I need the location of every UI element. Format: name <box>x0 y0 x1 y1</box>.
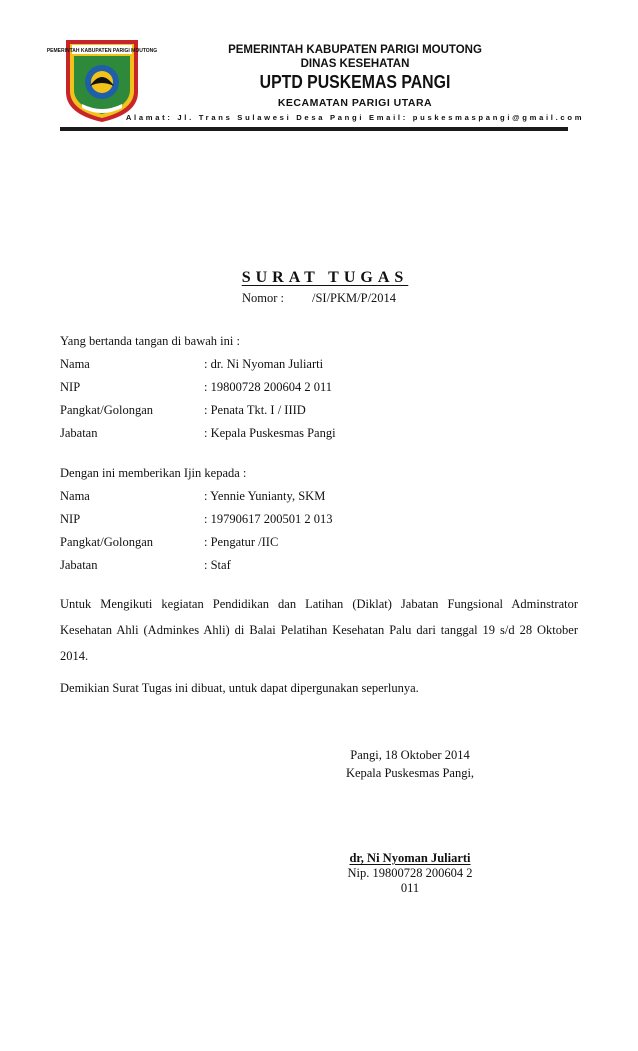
header-government: PEMERINTAH KABUPATEN PARIGI MOUTONG <box>228 44 482 56</box>
nomor-label: Nomor : <box>242 291 285 305</box>
header-department: DINAS KESEHATAN <box>300 58 410 70</box>
svg-text:PEMERINTAH KABUPATEN PARIGI MO: PEMERINTAH KABUPATEN PARIGI MOUTONG <box>46 48 158 54</box>
signature-nip: Nip. 19800728 200604 2 011 <box>347 866 473 895</box>
letter-title-text: SURAT TUGAS <box>241 269 409 286</box>
recipient-position-value: : Staf <box>204 558 231 572</box>
recipient-nip-label: NIP <box>60 512 81 526</box>
assignment-body: Untuk Mengikuti kegiatan Pendidikan dan Latihan (Diklat) Jabatan Fungsional Adminstrator Kesehatan Ahli (Adminkes Ahli) di Balai Pelatihan Kesehatan Palu dari tanggal 19 s/d 28 Oktober 2014. <box>60 597 578 663</box>
recipient-nip-value: : 19790617 200501 2 013 <box>204 512 333 526</box>
recipient-rank-value: : Pengatur /IIC <box>204 535 279 549</box>
signer-name-value: : dr. Ni Nyoman Juliarti <box>204 357 324 371</box>
signer-rank-label: Pangkat/Golongan <box>60 403 154 417</box>
header-address: Alamat: Jl. Trans Sulawesi Desa Pangi Email: puskesmaspangi@gmail.com <box>125 113 585 122</box>
header-district: KECAMATAN PARIGI UTARA <box>277 97 433 109</box>
signer-title: Kepala Puskesmas Pangi, <box>345 766 475 780</box>
signer-name-label: Nama <box>60 357 90 371</box>
signer-position-label: Jabatan <box>60 426 98 440</box>
recipient-rank-label: Pangkat/Golongan <box>60 535 154 549</box>
nomor-value: /SI/PKM/P/2014 <box>312 291 397 305</box>
signer-nip-label: NIP <box>60 380 81 394</box>
signature-name: dr, Ni Nyoman Juliarti <box>349 851 471 865</box>
signer-position-value: : Kepala Puskesmas Pangi <box>204 426 336 440</box>
header-unit-name: UPTD PUSKEMAS PANGI <box>259 72 451 92</box>
closing-text: Demikian Surat Tugas ini dibuat, untuk dapat dipergunakan seperlunya. <box>60 681 419 695</box>
grant-intro-text: Dengan ini memberikan Ijin kepada : <box>60 466 247 480</box>
recipient-name-value: : Yennie Yunianty, SKM <box>204 489 326 503</box>
header-divider <box>60 127 568 131</box>
signer-nip-value: : 19800728 200604 2 011 <box>204 380 333 394</box>
intro-text: Yang bertanda tangan di bawah ini : <box>60 334 240 348</box>
place-date: Pangi, 18 Oktober 2014 <box>350 748 470 762</box>
signer-rank-value: : Penata Tkt. I / IIID <box>204 403 306 417</box>
recipient-position-label: Jabatan <box>60 558 98 572</box>
letter-title <box>0 269 638 287</box>
recipient-name-label: Nama <box>60 489 90 503</box>
